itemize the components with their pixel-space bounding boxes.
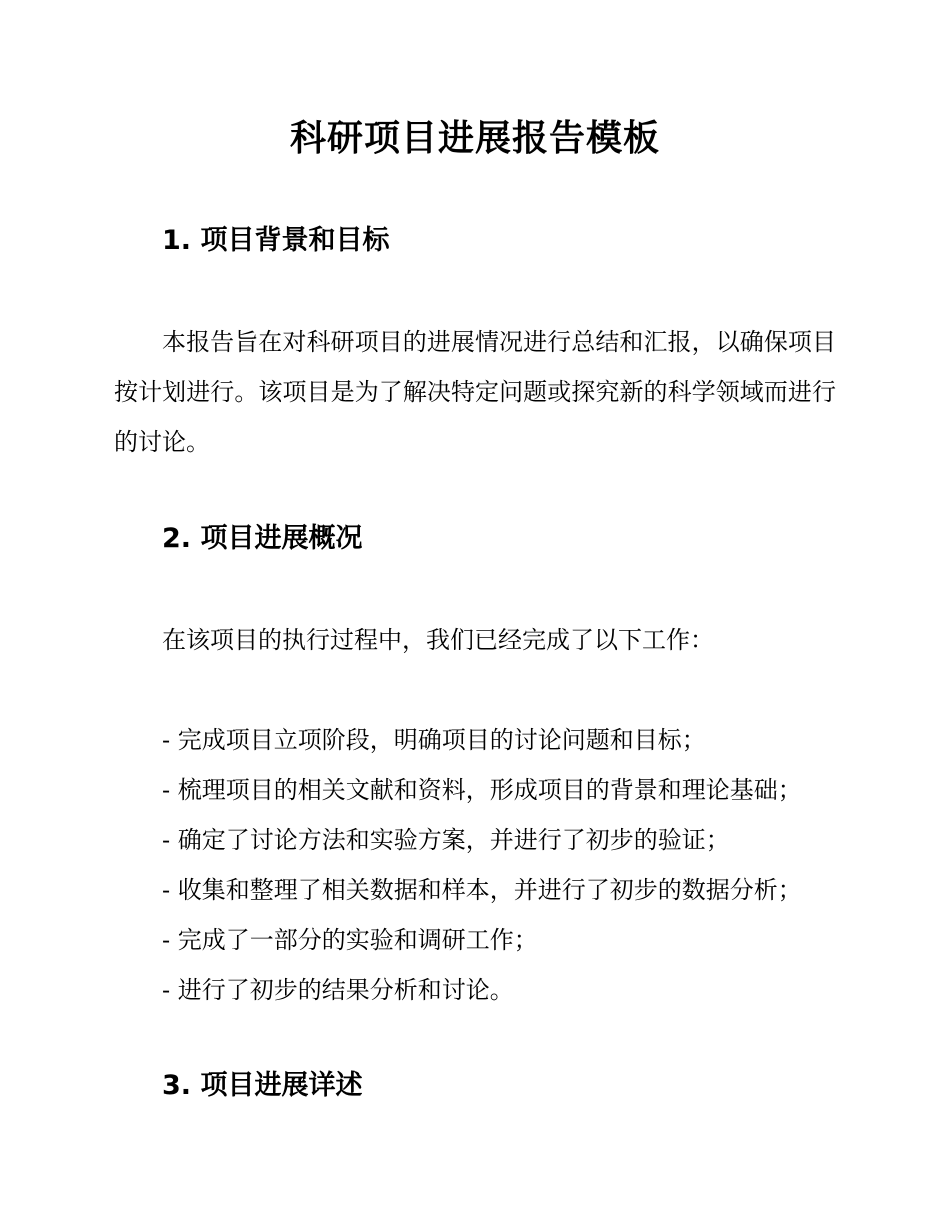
list-item: - 梳理项目的相关文献和资料，形成项目的背景和理论基础；	[162, 776, 802, 804]
section-1-paragraph: 本报告旨在对科研项目的进展情况进行总结和汇报，以确保项目按计划进行。该项目是为了解决特定问题或探究新的科学领域而进行的讨论。	[114, 328, 836, 456]
list-item: - 收集和整理了相关数据和样本，并进行了初步的数据分析；	[162, 876, 802, 904]
section-3-heading: 3. 项目进展详述	[162, 1070, 363, 1101]
section-1-heading: 1. 项目背景和目标	[162, 225, 390, 256]
list-item: - 确定了讨论方法和实验方案，并进行了初步的验证；	[162, 826, 730, 854]
completed-work-list	[162, 715, 802, 1015]
section-2-intro: 在该项目的执行过程中，我们已经完成了以下工作：	[162, 626, 714, 654]
list-item: - 完成了一部分的实验和调研工作；	[162, 926, 538, 954]
list-item: - 完成项目立项阶段，明确项目的讨论问题和目标；	[162, 726, 706, 754]
section-2-heading: 2. 项目进展概况	[162, 523, 363, 554]
list-item: - 进行了初步的结果分析和讨论。	[162, 976, 514, 1004]
document-title: 科研项目进展报告模板	[289, 118, 660, 159]
